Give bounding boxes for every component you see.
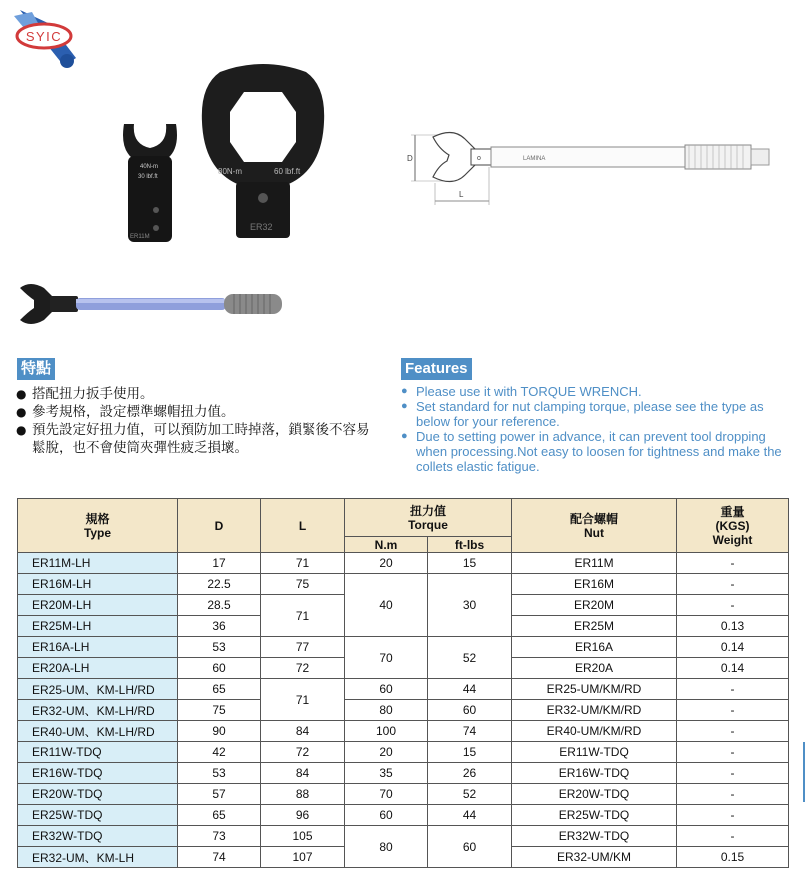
large-head-code: ER32 [250, 222, 273, 232]
syic-logo [10, 6, 82, 72]
cell-ftlbs: 44 [428, 679, 512, 700]
svg-text:o: o [477, 155, 481, 162]
large-head-label-lbf: 60 lbf.ft [274, 167, 301, 176]
table-row [18, 679, 789, 700]
cell-nm: 20 [345, 742, 428, 763]
cell-d: 60 [178, 658, 261, 679]
wrench-dimension-diagram [405, 125, 785, 215]
table-row [18, 784, 789, 805]
cell-weight: - [677, 700, 789, 721]
cell-d: 36 [178, 616, 261, 637]
cell-l: 88 [261, 784, 345, 805]
cell-nm: 70 [345, 637, 428, 679]
cell-nut: ER32-UM/KM [512, 847, 677, 868]
cell-ftlbs: 26 [428, 763, 512, 784]
header-weight [677, 499, 789, 553]
cell-nut: ER20M [512, 595, 677, 616]
header-ftlbs: ft-lbs [428, 537, 512, 553]
cell-d: 57 [178, 784, 261, 805]
cell-d: 73 [178, 826, 261, 847]
cell-ftlbs: 30 [428, 574, 512, 637]
features-en-item: ● Due to setting power in advance, it can prevent tool dropping when processing.Not easy to loosen for tightness and make the collets elastic fatigue. [401, 429, 796, 474]
cell-weight: - [677, 826, 789, 847]
cell-nut: ER40-UM/KM/RD [512, 721, 677, 742]
table-row [18, 826, 789, 847]
cell-d: 22.5 [178, 574, 261, 595]
header-type [18, 499, 178, 553]
table-row [18, 721, 789, 742]
cell-l: 72 [261, 742, 345, 763]
table-row [18, 805, 789, 826]
header-d: D [178, 499, 261, 553]
table-row [18, 637, 789, 658]
diagram-label-d: D [407, 154, 413, 163]
table-row [18, 553, 789, 574]
table-row [18, 742, 789, 763]
cell-type: ER11M-LH [18, 553, 178, 574]
cell-nm: 35 [345, 763, 428, 784]
cell-l: 105 [261, 826, 345, 847]
header-torque-zh: 扭力值 [409, 503, 446, 518]
cell-ftlbs: 52 [428, 784, 512, 805]
cell-l: 96 [261, 805, 345, 826]
cell-d: 53 [178, 763, 261, 784]
cell-weight: 0.14 [677, 637, 789, 658]
table-row [18, 574, 789, 595]
cell-ftlbs: 15 [428, 553, 512, 574]
cell-nm: 70 [345, 784, 428, 805]
cell-nut: ER16A [512, 637, 677, 658]
cell-d: 75 [178, 700, 261, 721]
diagram-label-l: L [459, 190, 464, 199]
table-row [18, 763, 789, 784]
cell-type: ER25M-LH [18, 616, 178, 637]
header-type-zh: 規格 [85, 511, 110, 526]
cell-weight: 0.15 [677, 847, 789, 868]
cell-d: 17 [178, 553, 261, 574]
cell-type: ER16A-LH [18, 637, 178, 658]
header-nut [512, 499, 677, 553]
specification-table [17, 498, 789, 868]
cell-nm: 100 [345, 721, 428, 742]
cell-nm: 20 [345, 553, 428, 574]
cell-weight: - [677, 784, 789, 805]
cell-nm: 80 [345, 826, 428, 868]
cell-nut: ER25M [512, 616, 677, 637]
header-nut-zh: 配合螺帽 [569, 511, 618, 526]
header-weight-zh: 重量 [720, 504, 745, 519]
cell-ftlbs: 52 [428, 637, 512, 679]
cell-d: 53 [178, 637, 261, 658]
torque-wrench-photo [18, 282, 288, 326]
features-en-item: ● Set standard for nut clamping torque, please see the type as below for your reference. [401, 399, 796, 429]
cell-type: ER20W-TDQ [18, 784, 178, 805]
features-zh-list [16, 385, 376, 457]
cell-d: 42 [178, 742, 261, 763]
header-type-en: Type [83, 525, 112, 540]
cell-type: ER20M-LH [18, 595, 178, 616]
cell-nm: 60 [345, 679, 428, 700]
cell-weight: - [677, 742, 789, 763]
cell-nut: ER32W-TDQ [512, 826, 677, 847]
cell-type: ER20A-LH [18, 658, 178, 679]
cell-ftlbs: 44 [428, 805, 512, 826]
header-weight-en: Weight [712, 532, 753, 547]
diagram-brand: LAMINA [523, 156, 546, 162]
cell-weight: - [677, 763, 789, 784]
cell-nm: 60 [345, 805, 428, 826]
header-torque [345, 499, 512, 537]
logo-text: SYIC [25, 29, 63, 44]
cell-type: ER25W-TDQ [18, 805, 178, 826]
cell-weight: - [677, 574, 789, 595]
cell-nut: ER20A [512, 658, 677, 679]
cell-l: 71 [261, 595, 345, 637]
cell-type: ER25-UM、KM-LH/RD [18, 679, 178, 700]
cell-weight: - [677, 721, 789, 742]
cell-ftlbs: 60 [428, 826, 512, 868]
header-torque-en: Torque [408, 517, 448, 532]
cell-nut: ER25-UM/KM/RD [512, 679, 677, 700]
cell-type: ER11W-TDQ [18, 742, 178, 763]
cell-nut: ER32-UM/KM/RD [512, 700, 677, 721]
cell-d: 74 [178, 847, 261, 868]
small-head-label-lbf: 30 lbf.ft [138, 174, 158, 180]
header-nut-en: Nut [584, 525, 604, 540]
cell-d: 65 [178, 805, 261, 826]
cell-weight: 0.14 [677, 658, 789, 679]
cell-ftlbs: 15 [428, 742, 512, 763]
cell-type: ER32-UM、KM-LH [18, 847, 178, 868]
cell-nm: 80 [345, 700, 428, 721]
cell-type: ER32-UM、KM-LH/RD [18, 700, 178, 721]
cell-type: ER16M-LH [18, 574, 178, 595]
cell-nm: 40 [345, 574, 428, 637]
cell-weight: - [677, 679, 789, 700]
cell-l: 71 [261, 679, 345, 721]
cell-ftlbs: 60 [428, 700, 512, 721]
features-zh-item: ● 預先設定好扭力值，可以預防加工時掉落，鎖緊後不容易鬆脫，也不會使筒夾彈性疲乏損壞。 [16, 421, 376, 457]
cell-l: 107 [261, 847, 345, 868]
large-head-label-nm: 80N-m [218, 167, 243, 176]
cell-nut: ER16M [512, 574, 677, 595]
cell-nut: ER11M [512, 553, 677, 574]
features-zh-item: ● 搭配扭力扳手使用。 [16, 385, 376, 403]
header-weight-unit: (KGS) [715, 518, 750, 533]
cell-ftlbs: 74 [428, 721, 512, 742]
table-row [18, 700, 789, 721]
small-head-code: ER11M [130, 234, 150, 240]
cell-type: ER16W-TDQ [18, 763, 178, 784]
cell-nut: ER16W-TDQ [512, 763, 677, 784]
cell-d: 90 [178, 721, 261, 742]
cell-type: ER40-UM、KM-LH/RD [18, 721, 178, 742]
cell-weight: 0.13 [677, 616, 789, 637]
cell-l: 84 [261, 721, 345, 742]
features-zh-title: 特點 [17, 358, 55, 380]
header-l: L [261, 499, 345, 553]
cell-weight: - [677, 595, 789, 616]
features-en-list [401, 384, 796, 474]
cell-l: 77 [261, 637, 345, 658]
cell-nut: ER20W-TDQ [512, 784, 677, 805]
cell-l: 75 [261, 574, 345, 595]
cell-weight: - [677, 805, 789, 826]
small-wrench-head-image [118, 118, 182, 246]
cell-l: 71 [261, 553, 345, 574]
features-en-title: Features [401, 358, 472, 380]
features-en-item: ● Please use it with TORQUE WRENCH. [401, 384, 796, 399]
cell-d: 65 [178, 679, 261, 700]
small-head-label-nm: 40N-m [140, 164, 159, 170]
large-wrench-head-image [200, 62, 326, 238]
features-zh-item: ● 參考規格，設定標準螺帽扭力值。 [16, 403, 376, 421]
cell-weight: - [677, 553, 789, 574]
header-nm: N.m [345, 537, 428, 553]
cell-nut: ER25W-TDQ [512, 805, 677, 826]
cell-l: 84 [261, 763, 345, 784]
cell-l: 72 [261, 658, 345, 679]
cell-d: 28.5 [178, 595, 261, 616]
cell-nut: ER11W-TDQ [512, 742, 677, 763]
cell-type: ER32W-TDQ [18, 826, 178, 847]
